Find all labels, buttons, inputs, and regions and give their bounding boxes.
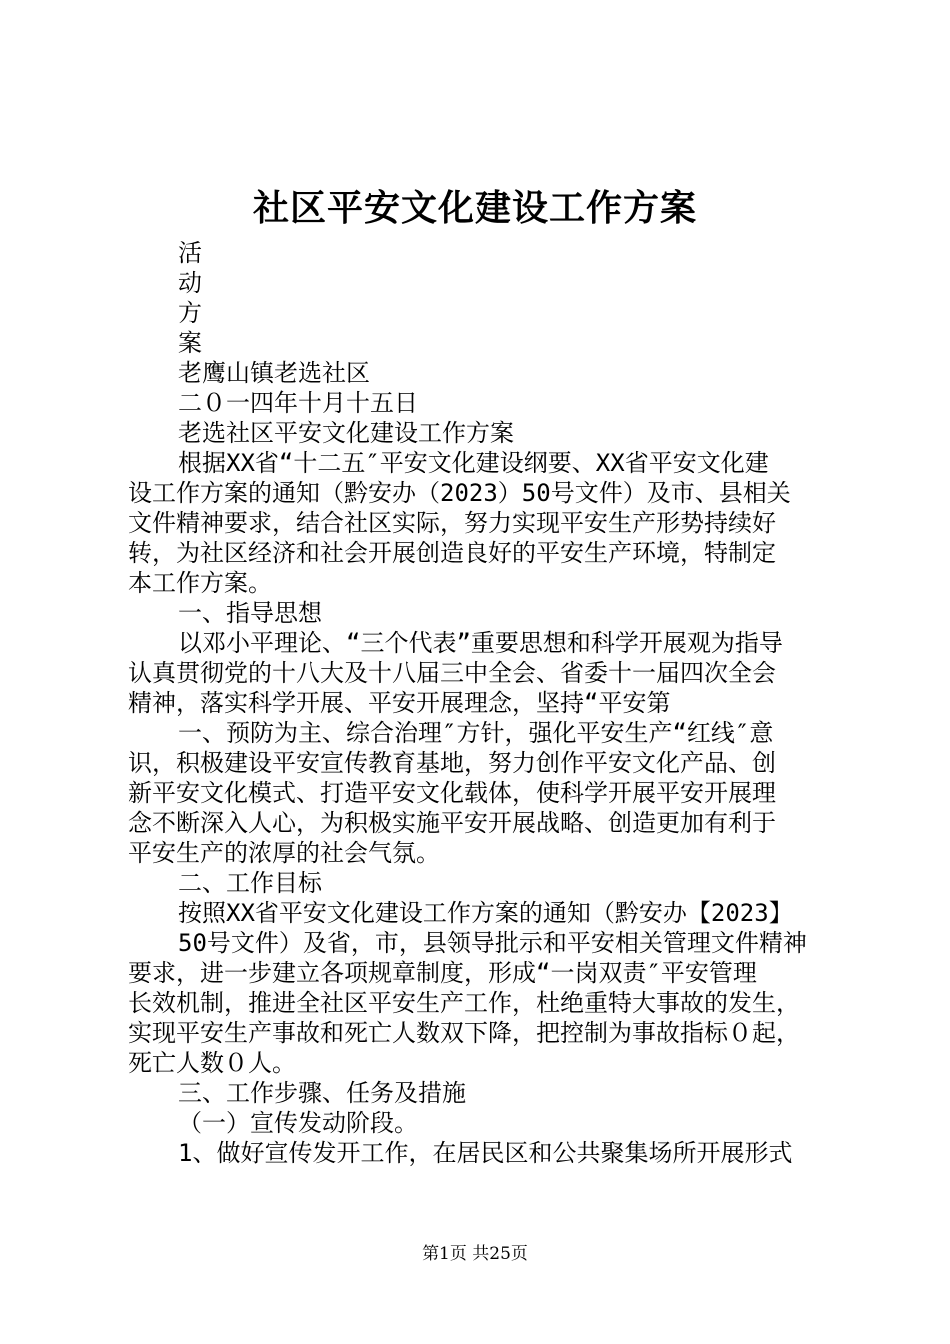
text-line: 以邓小平理论、“三个代表”重要思想和科学开展观为指导 — [178, 629, 783, 657]
text-line: 根据XX省“十二五″平安文化建设纲要、XX省平安文化建 — [178, 449, 769, 477]
section-heading: 三、工作步骤、任务及措施 — [178, 1079, 466, 1107]
text-line: 识，积极建设平安宣传教育基地，努力创作平安文化产品、创 — [128, 749, 776, 777]
text-line: 案 — [178, 329, 202, 357]
text-line: 死亡人数０人。 — [128, 1049, 296, 1077]
text-line: 本工作方案。 — [128, 569, 272, 597]
text-line: 老选社区平安文化建设工作方案 — [178, 419, 514, 447]
text-line: 老鹰山镇老选社区 — [178, 359, 370, 387]
text-line: 实现平安生产事故和死亡人数双下降，把控制为事故指标０起， — [128, 1019, 800, 1047]
text-line: 50号文件）及省，市，县领导批示和平安相关管理文件精神 — [178, 929, 807, 957]
document-title: 社区平安文化建设工作方案 — [252, 187, 697, 229]
text-line: 一、预防为主、综合治理″方针，强化平安生产“红线″意 — [178, 719, 774, 747]
text-line: 按照XX省平安文化建设工作方案的通知（黔安办【2023】 — [178, 899, 793, 927]
text-line: 长效机制，推进全社区平安生产工作，杜绝重特大事故的发生， — [128, 989, 800, 1017]
document-body — [128, 238, 838, 1168]
text-line: 念不断深入人心，为积极实施平安开展战略、创造更加有利于 — [128, 809, 776, 837]
text-line: 精神，落实科学开展、平安开展理念，坚持“平安第 — [128, 689, 671, 717]
text-line: 动 — [178, 269, 202, 297]
text-line: 设工作方案的通知（黔安办（2023）50号文件）及市、县相关 — [128, 479, 791, 507]
subsection-heading: （一）宣传发动阶段。 — [178, 1109, 418, 1137]
text-line: 新平安文化模式、打造平安文化载体，使科学开展平安开展理 — [128, 779, 776, 807]
text-line: 平安生产的浓厚的社会气氛。 — [128, 839, 440, 867]
text-line: 要求，进一步建立各项规章制度，形成“一岗双责″平安管理 — [128, 959, 757, 987]
page-footer: 第1页 共25页 — [422, 1244, 528, 1264]
section-heading: 一、指导思想 — [178, 599, 322, 627]
text-line: 活 — [178, 239, 202, 267]
text-line: 二０一四年十月十五日 — [178, 389, 418, 417]
text-line: 1、做好宣传发开工作，在居民区和公共聚集场所开展形式 — [178, 1139, 793, 1167]
text-line: 方 — [178, 299, 202, 327]
text-line: 转，为社区经济和社会开展创造良好的平安生产环境，特制定 — [128, 539, 776, 567]
text-line: 文件精神要求，结合社区实际，努力实现平安生产形势持续好 — [128, 509, 776, 537]
text-line: 认真贯彻党的十八大及十八届三中全会、省委十一届四次全会 — [128, 659, 776, 687]
section-heading: 二、工作目标 — [178, 869, 322, 897]
